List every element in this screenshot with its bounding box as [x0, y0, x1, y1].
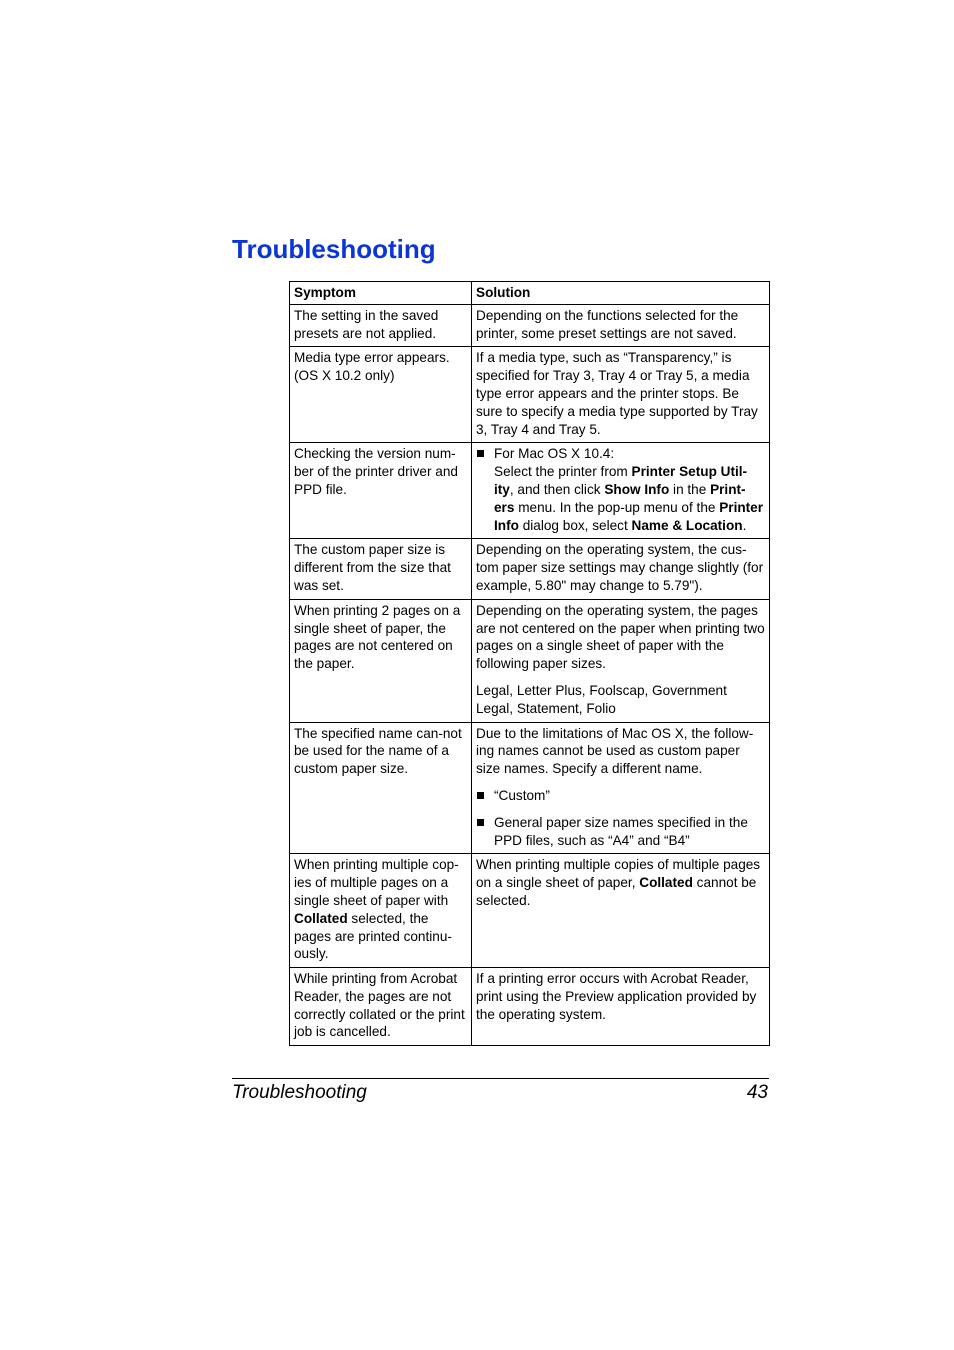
header-symptom: Symptom — [290, 282, 472, 305]
solution-text: . — [742, 517, 747, 533]
page-number: 43 — [746, 1082, 768, 1103]
footer-divider — [232, 1078, 769, 1079]
table-row — [290, 304, 770, 347]
solution-text: When printing multiple copies of multiple pages on a single sheet of paper, — [476, 857, 761, 891]
square-bullet-icon — [477, 819, 484, 826]
table-row — [290, 443, 770, 539]
solution-text: Select the printer from — [494, 464, 632, 480]
solution-cell — [472, 443, 770, 539]
solution-text: dialog box, select — [518, 517, 632, 533]
symptom-cell: When printing 2 pages on a single sheet of paper, the pages are not centered on the paper. — [290, 599, 472, 722]
paper-size-list: Legal, Letter Plus, Foolscap, Government Legal, Statement, Folio — [476, 682, 727, 716]
table-row — [290, 599, 770, 722]
troubleshooting-table — [289, 281, 770, 1046]
menu-name: Printer Setup Util-ity — [494, 464, 748, 497]
table-row — [290, 968, 770, 1046]
solution-cell: If a printing error occurs with Acrobat Reader, print using the Preview application provided by the operating system. — [472, 968, 770, 1046]
option-name: Name & Location — [631, 517, 743, 533]
table-row — [290, 539, 770, 599]
header-solution: Solution — [472, 282, 770, 305]
symptom-cell — [290, 854, 472, 968]
table-row — [290, 854, 770, 968]
bullet-text: General paper size names specified in the PPD files, such as “A4” and “B4” — [494, 814, 748, 848]
solution-cell: Depending on the operating system, the cus-tom paper size settings may change slightly (for example, 5.80" may change to 5.79"). — [472, 539, 770, 599]
option-name: Collated — [639, 875, 693, 891]
solution-cell — [472, 722, 770, 854]
menu-name: Print-ers — [494, 481, 746, 515]
table-header-row — [290, 282, 770, 305]
bullet-item — [476, 787, 765, 805]
table-row — [290, 347, 770, 443]
solution-text: cannot be selected. — [476, 875, 757, 908]
solution-paragraph: Depending on the operating system, the pages are not centered on the paper when printing two pages on a single sheet of paper with the following paper sizes. — [476, 602, 765, 672]
dialog-name: Printer Info — [494, 499, 764, 533]
solution-cell: If a media type, such as “Transparency,” is specified for Tray 3, Tray 4 or Tray 5, a media type error appears and the printer stops. Be sure to specify a media type supported by Tray 3, Tray 4 and Tray 5. — [472, 347, 770, 443]
symptom-cell: The specified name can-not be used for the name of a custom paper size. — [290, 722, 472, 854]
footer-section-title: Troubleshooting — [232, 1082, 367, 1103]
square-bullet-icon — [477, 792, 484, 799]
symptom-cell: The custom paper size is different from the size that was set. — [290, 539, 472, 599]
square-bullet-icon — [477, 450, 484, 457]
table-row — [290, 722, 770, 854]
symptom-cell: Media type error appears. (OS X 10.2 only) — [290, 347, 472, 443]
option-name: Collated — [294, 910, 348, 926]
symptom-cell: While printing from Acrobat Reader, the pages are not correctly collated or the print job is cancelled. — [290, 968, 472, 1046]
solution-cell: Depending on the functions selected for the printer, some preset settings are not saved. — [472, 304, 770, 347]
solution-text: menu. In the pop-up menu of the — [514, 499, 720, 515]
solution-paragraph: Due to the limitations of Mac OS X, the follow-ing names cannot be used as custom paper size names. Specify a different name. — [476, 725, 754, 777]
symptom-text: When printing multiple cop-ies of multiple pages on a single sheet of paper with — [294, 857, 459, 908]
solution-cell — [472, 599, 770, 722]
page-title: Troubleshooting — [232, 234, 436, 264]
solution-text: , and then click — [509, 481, 605, 497]
bullet-item — [476, 445, 765, 534]
menu-name: Show Info — [604, 481, 670, 497]
symptom-cell: The setting in the saved presets are not applied. — [290, 304, 472, 347]
symptom-text: selected, the pages are printed continu-ously. — [294, 910, 452, 962]
solution-text: in the — [669, 481, 711, 497]
bullet-heading: For Mac OS X 10.4: — [494, 446, 615, 462]
symptom-cell: Checking the version num-ber of the printer driver and PPD file. — [290, 443, 472, 539]
bullet-text: “Custom” — [494, 787, 550, 803]
solution-cell — [472, 854, 770, 968]
bullet-item — [476, 814, 765, 850]
